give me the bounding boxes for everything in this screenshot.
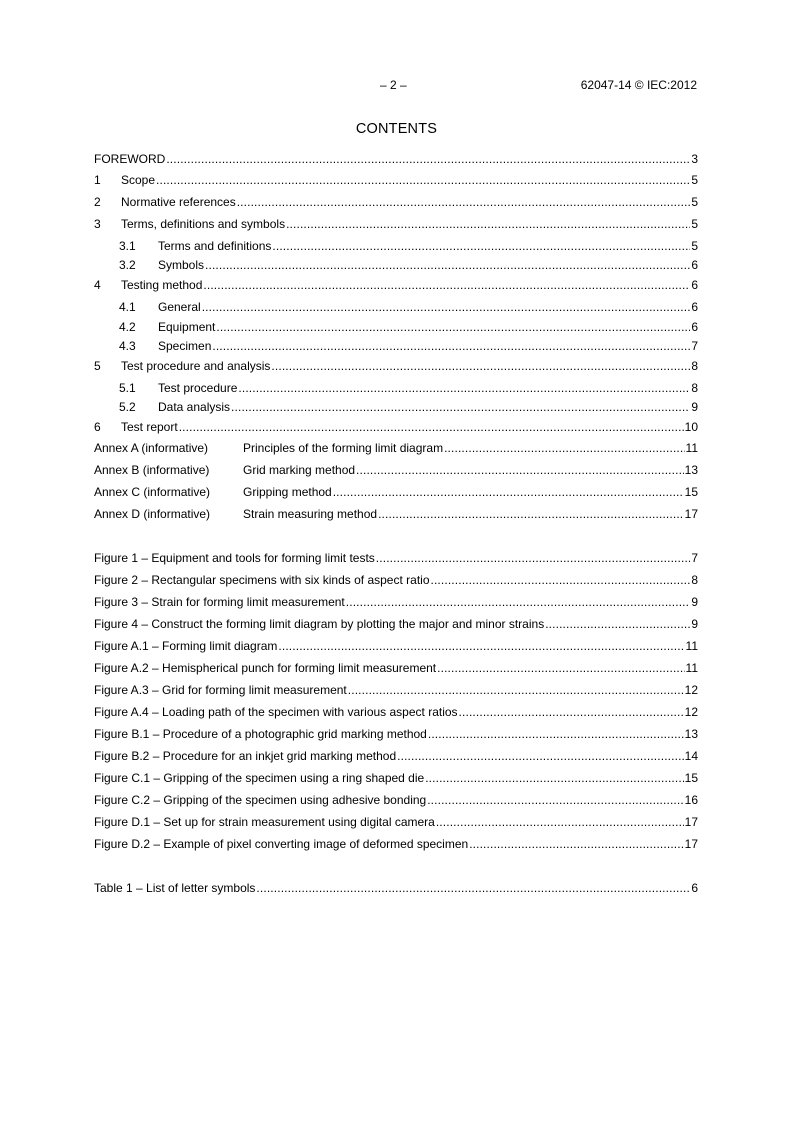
toc-entry-scope[interactable]	[94, 173, 698, 189]
toc-entry-number: 4.2	[119, 320, 136, 334]
toc-entry-page: 6	[691, 278, 698, 292]
toc-entry-general[interactable]	[119, 300, 698, 316]
toc-entry-number: 3.1	[119, 239, 136, 253]
toc-entry-table[interactable]	[94, 881, 698, 897]
toc-entry-text: General	[158, 300, 201, 314]
toc-entry-text: Figure D.1 – Set up for strain measurement using digital camera	[94, 815, 435, 829]
toc-entry-text: Figure A.3 – Grid for forming limit measurement	[94, 683, 347, 697]
toc-entry-page: 6	[691, 300, 698, 314]
toc-entry-text: Figure A.1 – Forming limit diagram	[94, 639, 278, 653]
annex-prefix: Annex D (informative)	[94, 507, 211, 521]
toc-entry-text: Figure 3 – Strain for forming limit measurement	[94, 595, 345, 609]
toc-entry-figure[interactable]	[94, 749, 698, 765]
toc-entry-page: 8	[691, 381, 698, 395]
toc-entry-figure[interactable]	[94, 705, 698, 721]
toc-entry-text: Principles of the forming limit diagram	[243, 441, 444, 455]
toc-entry-text: Figure 1 – Equipment and tools for forming limit tests	[94, 551, 375, 565]
toc-entry-page: 12	[684, 705, 698, 719]
toc-entry-page: 15	[684, 485, 698, 499]
toc-entry-figure[interactable]	[94, 595, 698, 611]
toc-entry-terms[interactable]	[94, 217, 698, 233]
toc-entry-annex-a[interactable]	[94, 441, 698, 457]
toc-entry-test-procedure-analysis[interactable]	[94, 359, 698, 375]
toc-entry-text: Figure A.4 – Loading path of the specimen with various aspect ratios	[94, 705, 458, 719]
toc-entry-normative-references[interactable]	[94, 195, 698, 211]
annex-prefix: Annex C (informative)	[94, 485, 211, 499]
toc-entry-text: Terms, definitions and symbols	[121, 217, 286, 231]
toc-entry-page: 10	[684, 420, 698, 434]
annex-prefix: Annex A (informative)	[94, 441, 209, 455]
toc-entry-annex-d[interactable]	[94, 507, 698, 523]
toc-entry-page: 17	[684, 815, 698, 829]
toc-entry-text: Figure C.1 – Gripping of the specimen using a ring shaped die	[94, 771, 425, 785]
toc-entry-number: 5.2	[119, 400, 136, 414]
toc-entry-page: 6	[691, 881, 698, 895]
toc-entry-symbols[interactable]	[119, 258, 698, 274]
page-number: – 2 –	[380, 78, 407, 92]
toc-entry-text: Table 1 – List of letter symbols	[94, 881, 256, 895]
toc-entry-figure[interactable]	[94, 771, 698, 787]
toc-entry-text: Test procedure	[158, 381, 238, 395]
toc-entry-text: Data analysis	[158, 400, 231, 414]
toc-entry-text: Figure 4 – Construct the forming limit diagram by plotting the major and minor strains	[94, 617, 545, 631]
toc-entry-figure[interactable]	[94, 837, 698, 853]
toc-entry-page: 5	[691, 239, 698, 253]
toc-entry-figure[interactable]	[94, 793, 698, 809]
toc-entry-page: 8	[691, 573, 698, 587]
toc-entry-text: Terms and definitions	[158, 239, 272, 253]
toc-entry-text: Gripping method	[243, 485, 332, 499]
toc-entry-page: 9	[691, 595, 698, 609]
toc-entry-number: 5.1	[119, 381, 136, 395]
toc-entry-text: Figure C.2 – Gripping of the specimen using adhesive bonding	[94, 793, 427, 807]
toc-entry-number: 2	[94, 195, 101, 209]
toc-entry-number: 4.3	[119, 339, 136, 353]
toc-entry-page: 3	[691, 152, 698, 166]
toc-entry-annex-b[interactable]	[94, 463, 698, 479]
toc-entry-annex-c[interactable]	[94, 485, 698, 501]
toc-entry-page: 5	[691, 217, 698, 231]
toc-entry-number: 6	[94, 420, 101, 434]
toc-entry-page: 15	[684, 771, 698, 785]
toc-entry-number: 4	[94, 278, 101, 292]
toc-entry-text: Test report	[121, 420, 178, 434]
toc-entry-page: 11	[685, 639, 698, 653]
toc-entry-text: FOREWORD	[94, 152, 166, 166]
toc-entry-figure[interactable]	[94, 683, 698, 699]
toc-entry-number: 1	[94, 173, 101, 187]
toc-entry-text: Strain measuring method	[243, 507, 378, 521]
toc-entry-page: 17	[684, 837, 698, 851]
toc-entry-page: 11	[685, 661, 698, 675]
toc-entry-text: Specimen	[158, 339, 212, 353]
toc-entry-page: 14	[684, 749, 698, 763]
toc-entry-text: Figure B.1 – Procedure of a photographic grid marking method	[94, 727, 427, 741]
toc-entry-text: Symbols	[158, 258, 205, 272]
toc-entry-figure[interactable]	[94, 661, 698, 677]
toc-entry-terms-definitions[interactable]	[119, 239, 698, 255]
toc-entry-test-report[interactable]	[94, 420, 698, 436]
toc-entry-data-analysis[interactable]	[119, 400, 698, 416]
toc-entry-equipment[interactable]	[119, 320, 698, 336]
toc-entry-page: 5	[691, 173, 698, 187]
toc-entry-text: Figure B.2 – Procedure for an inkjet grid marking method	[94, 749, 397, 763]
toc-entry-figure[interactable]	[94, 639, 698, 655]
toc-entry-page: 5	[691, 195, 698, 209]
toc-entry-test-procedure[interactable]	[119, 381, 698, 397]
toc-entry-figure[interactable]	[94, 551, 698, 567]
toc-entry-text: Scope	[121, 173, 156, 187]
toc-entry-testing-method[interactable]	[94, 278, 698, 294]
toc-entry-page: 11	[685, 441, 698, 455]
toc-entry-text: Grid marking method	[243, 463, 356, 477]
table-of-contents	[94, 152, 698, 895]
toc-entry-page: 9	[691, 617, 698, 631]
toc-entry-number: 5	[94, 359, 101, 373]
toc-entry-specimen[interactable]	[119, 339, 698, 355]
toc-entry-page: 8	[691, 359, 698, 373]
toc-entry-text: Figure 2 – Rectangular specimens with six kinds of aspect ratio	[94, 573, 430, 587]
toc-entry-page: 9	[691, 400, 698, 414]
toc-entry-text: Test procedure and analysis	[121, 359, 271, 373]
toc-entry-page: 7	[691, 551, 698, 565]
toc-entry-page: 12	[684, 683, 698, 697]
toc-entry-figure[interactable]	[94, 815, 698, 831]
contents-title: CONTENTS	[355, 121, 438, 137]
toc-entry-number: 3.2	[119, 258, 136, 272]
toc-entry-figure[interactable]	[94, 573, 698, 589]
toc-entry-page: 13	[684, 727, 698, 741]
toc-entry-figure[interactable]	[94, 727, 698, 743]
toc-entry-text: Testing method	[121, 278, 203, 292]
toc-entry-page: 13	[684, 463, 698, 477]
toc-entry-page: 6	[691, 320, 698, 334]
document-reference: 62047-14 © IEC:2012	[580, 78, 697, 92]
toc-entry-figure[interactable]	[94, 617, 698, 633]
toc-entry-page: 17	[684, 507, 698, 521]
toc-entry-number: 4.1	[119, 300, 136, 314]
annex-prefix: Annex B (informative)	[94, 463, 210, 477]
toc-entry-text: Normative references	[121, 195, 236, 209]
toc-entry-foreword[interactable]	[94, 152, 698, 168]
toc-entry-text: Figure A.2 – Hemispherical punch for forming limit measurement	[94, 661, 437, 675]
toc-entry-page: 6	[691, 258, 698, 272]
toc-entry-page: 16	[684, 793, 698, 807]
toc-entry-number: 3	[94, 217, 101, 231]
toc-entry-text: Equipment	[158, 320, 216, 334]
toc-entry-text: Figure D.2 – Example of pixel converting image of deformed specimen	[94, 837, 469, 851]
toc-entry-page: 7	[691, 339, 698, 353]
